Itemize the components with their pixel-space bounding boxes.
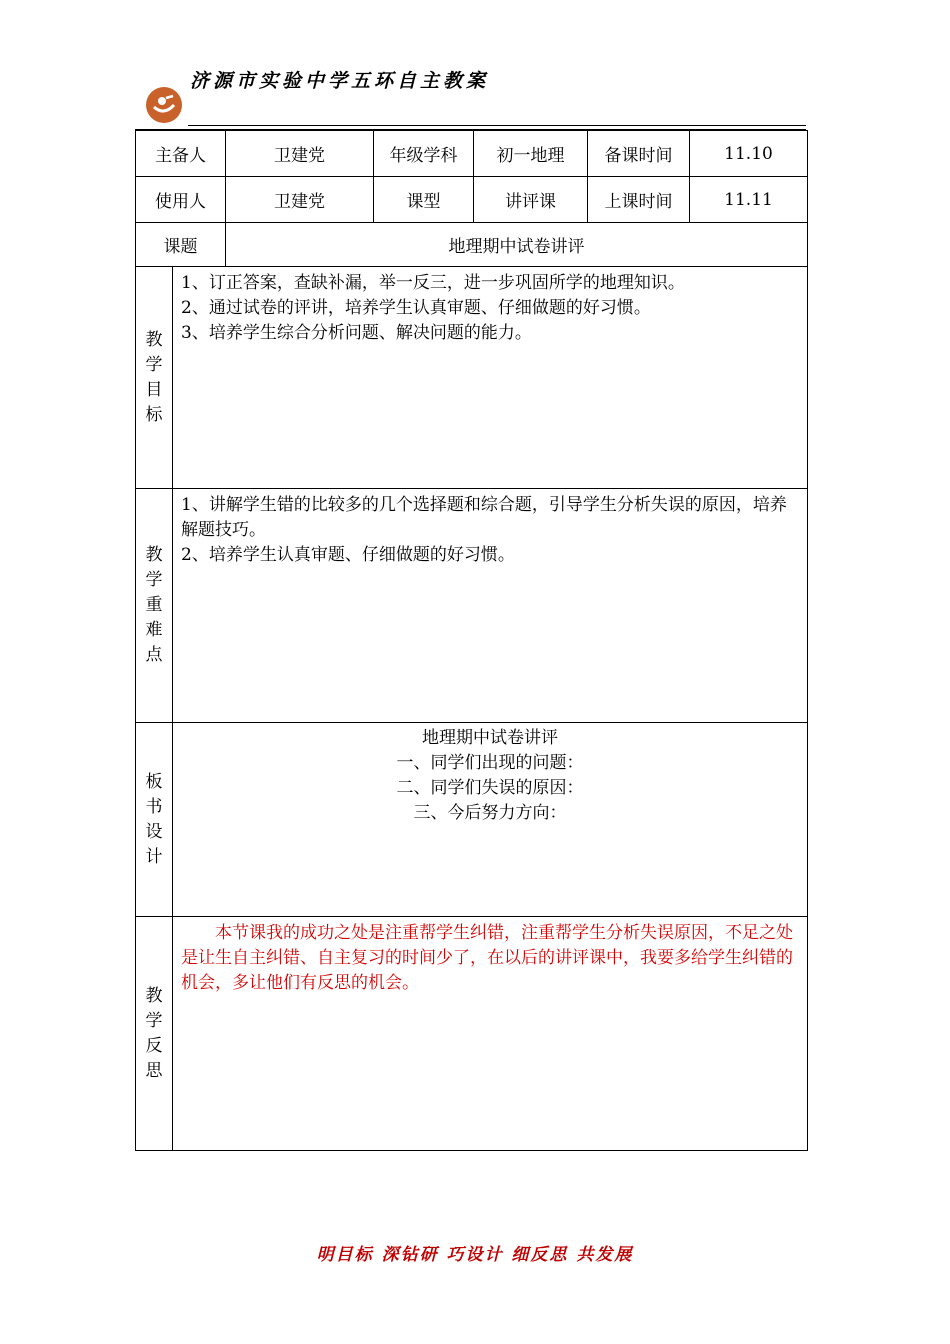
prep-time-label: 备课时间	[588, 131, 690, 177]
topic-row	[136, 223, 808, 267]
goal-item: 1、订正答案，查缺补漏，举一反三，进一步巩固所学的地理知识。	[181, 273, 685, 293]
reflection-row	[136, 917, 808, 1151]
goal-item: 2、通过试卷的评讲，培养学生认真审题、仔细做题的好习惯。	[181, 298, 651, 318]
grade-subject-label: 年级学科	[374, 131, 474, 177]
board-content	[173, 723, 808, 917]
footer-motto: 明目标 深钻研 巧设计 细反思 共发展	[316, 1245, 634, 1265]
key-points-content	[173, 489, 808, 723]
goals-content	[173, 267, 808, 489]
header-rule-top	[188, 125, 806, 126]
topic-value: 地理期中试卷讲评	[226, 223, 808, 267]
topic-label: 课题	[136, 223, 226, 267]
board-label: 板 书 设 计	[136, 723, 173, 917]
grade-subject-value: 初一地理	[474, 131, 588, 177]
board-item: 三、今后努力方向：	[413, 803, 567, 823]
prep-time-value: 11.10	[690, 131, 808, 177]
school-logo-icon	[145, 86, 183, 124]
goals-label: 教 学 目 标	[136, 267, 173, 489]
class-time-label: 上课时间	[588, 177, 690, 223]
lesson-plan-table	[135, 130, 808, 1151]
board-item: 一、同学们出现的问题：	[396, 753, 584, 773]
lesson-type-label: 课型	[374, 177, 474, 223]
board-row	[136, 723, 808, 917]
lesson-type-value: 讲评课	[474, 177, 588, 223]
info-row-2	[136, 177, 808, 223]
goals-row	[136, 267, 808, 489]
goal-item: 3、培养学生综合分析问题、解决问题的能力。	[181, 323, 532, 343]
user-label: 使用人	[136, 177, 226, 223]
key-point-item: 1、讲解学生错的比较多的几个选择题和综合题，引导学生分析失误的原因，培养解题技巧。	[181, 495, 787, 540]
key-point-item: 2、培养学生认真审题、仔细做题的好习惯。	[181, 545, 515, 565]
key-points-label: 教 学 重 难 点	[136, 489, 173, 723]
class-time-value: 11.11	[690, 177, 808, 223]
preparer-label: 主备人	[136, 131, 226, 177]
board-title: 地理期中试卷讲评	[422, 728, 558, 748]
board-item: 二、同学们失误的原因：	[396, 778, 584, 798]
reflection-text: 本节课我的成功之处是注重帮学生纠错，注重帮学生分析失误原因，不足之处是让生自主纠错、自主复习的时间少了，在以后的讲评课中，我要多给学生纠错的机会，多让他们有反思的机会。	[181, 923, 793, 993]
school-title: 济源市实验中学五环自主教案	[190, 70, 490, 92]
reflection-content	[173, 917, 808, 1151]
user-value: 卫建党	[226, 177, 374, 223]
preparer-value: 卫建党	[226, 131, 374, 177]
info-row-1	[136, 131, 808, 177]
reflection-label: 教 学 反 思	[136, 917, 173, 1151]
key-points-row	[136, 489, 808, 723]
